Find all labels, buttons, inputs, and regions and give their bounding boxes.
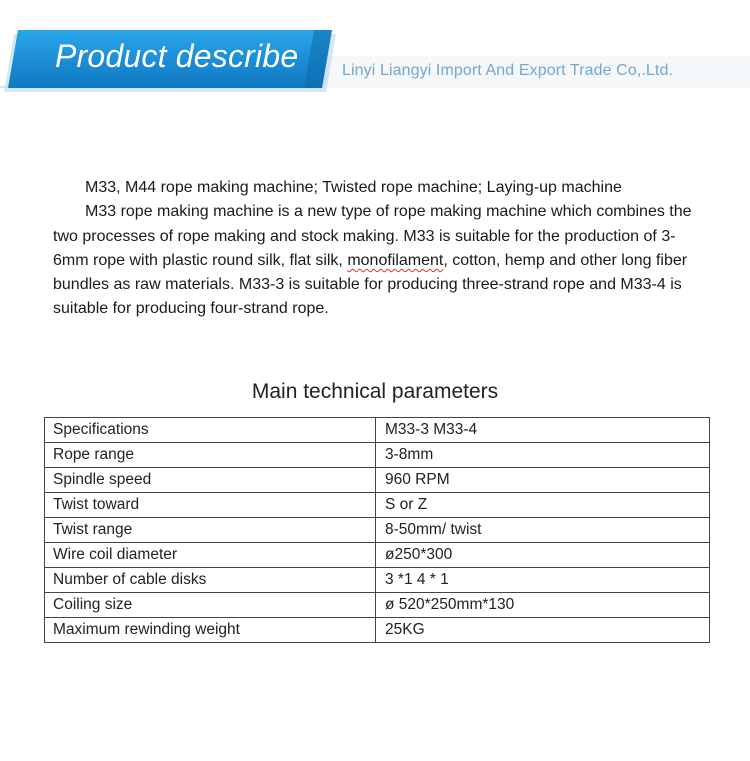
param-label-cell: [45, 618, 376, 643]
param-label: Number of cable disks: [53, 571, 207, 588]
param-label: Maximum rewinding weight: [53, 621, 240, 638]
description-text-a: M33 rope making machine is a new type of rope making machine which combines the two processes of rope making and stock making. M33 is suitable for the production of 3-6mm rope with plastic round silk, flat silk,: [53, 203, 692, 269]
param-value: ø250*300: [376, 543, 710, 568]
header-banner: [0, 0, 750, 100]
product-description: [53, 176, 703, 322]
params-title: Main technical parameters: [251, 380, 499, 403]
table-row: [45, 543, 710, 568]
table-row: [45, 568, 710, 593]
param-value: 960 RPM: [376, 468, 710, 493]
table-row: [45, 443, 710, 468]
description-line-1: M33, M44 rope making machine; Twisted rope machine; Laying-up machine: [85, 179, 622, 196]
param-label-cell: [45, 443, 376, 468]
param-value: 25KG: [376, 618, 710, 643]
param-label-cell: [45, 418, 376, 443]
description-paragraph: [53, 200, 703, 321]
company-name: Linyi Liangyi Import And Export Trade Co,.Ltd.: [342, 62, 673, 79]
param-label: Twist range: [53, 521, 133, 538]
param-value: ø 520*250mm*130: [376, 593, 710, 618]
param-label-cell: [45, 543, 376, 568]
table-row: [45, 493, 710, 518]
param-label-cell: [45, 518, 376, 543]
param-label: Rope range: [53, 446, 135, 463]
param-value: 3-8mm: [376, 443, 710, 468]
param-label: Coiling size: [53, 596, 133, 613]
param-value: S or Z: [376, 493, 710, 518]
param-label: Specifications: [53, 421, 149, 438]
param-label-cell: [45, 593, 376, 618]
banner-title: Product describe: [55, 38, 299, 74]
spellcheck-flagged-word: monofilament: [347, 251, 444, 269]
param-label-cell: [45, 468, 376, 493]
param-label: Spindle speed: [53, 471, 152, 488]
table-row: [45, 418, 710, 443]
table-row: [45, 593, 710, 618]
param-value: 3 *1 4 * 1: [376, 568, 710, 593]
param-label: Wire coil diameter: [53, 546, 178, 563]
table-row: [45, 518, 710, 543]
table-row: [45, 618, 710, 643]
param-value: M33-3 M33-4: [376, 418, 710, 443]
param-label-cell: [45, 568, 376, 593]
param-value: 8-50mm/ twist: [376, 518, 710, 543]
description-text-b: , cotton, hemp and other long fiber bundles as raw materials. M33-3 is suitable for producing three-strand rope and M33-4 is suitable for producing four-strand rope.: [53, 251, 688, 318]
table-row: [45, 468, 710, 493]
params-table: [44, 417, 710, 643]
param-label: Twist toward: [53, 496, 140, 513]
param-label-cell: [45, 493, 376, 518]
